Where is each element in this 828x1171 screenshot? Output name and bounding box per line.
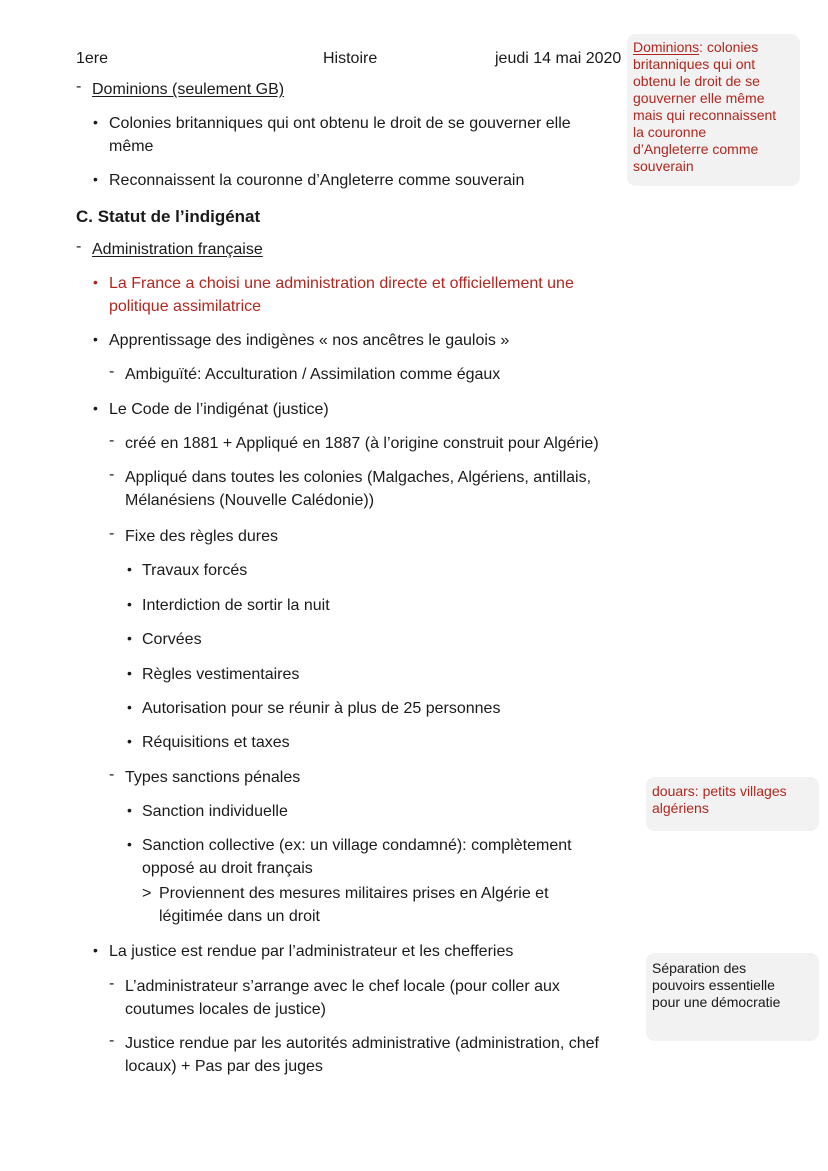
regle-item: Interdiction de sortir la nuit: [142, 597, 330, 614]
dominions-b2: Reconnaissent la couronne d’Angleterre comme souverain: [109, 172, 525, 189]
note-text: britanniques qui ont: [633, 56, 756, 72]
cree-item: créé en 1881 + Appliqué en 1887 (à l’origine construit pour Algérie): [125, 435, 599, 452]
proviennent-line2: légitimée dans un droit: [159, 908, 320, 925]
header-level: 1ere: [76, 50, 109, 67]
note-term: Dominions: [633, 39, 700, 55]
fixe-regles-item: Fixe des règles dures: [125, 528, 278, 545]
dash-marker: -: [109, 766, 115, 783]
header-date: jeudi 14 mai 2020: [495, 50, 622, 67]
note-text: la couronne: [633, 124, 707, 140]
types-sanctions-item: Types sanctions pénales: [125, 769, 301, 786]
bullet-marker: •: [127, 665, 132, 681]
applique-line2: Mélanésiens (Nouvelle Calédonie)): [125, 492, 375, 509]
bullet-marker: •: [127, 836, 132, 852]
applique-line1: Appliqué dans toutes les colonies (Malgaches, Algériens, antillais,: [125, 469, 592, 486]
admin-francaise-title: Administration française: [92, 241, 263, 258]
section-c-title: C. Statut de l’indigénat: [76, 207, 261, 226]
header-subject: Histoire: [323, 50, 378, 67]
bullet-marker: •: [93, 400, 98, 416]
note-text: d’Angleterre comme: [633, 141, 759, 157]
dash-marker: -: [109, 975, 115, 992]
margin-note-separation: [646, 953, 819, 1041]
dominions-title: Dominions (seulement GB): [92, 81, 285, 98]
dominions-b1-line2: même: [109, 138, 154, 155]
bullet-marker: •: [127, 733, 132, 749]
regle-item: Corvées: [142, 631, 202, 648]
ambiguite-item: Ambiguïté: Acculturation / Assimilation comme égaux: [125, 366, 501, 383]
dash-marker: -: [109, 1032, 115, 1049]
regle-item: Réquisitions et taxes: [142, 734, 290, 751]
sanction-individuelle-item: Sanction individuelle: [142, 803, 288, 820]
note-text: pouvoirs essentielle: [652, 977, 775, 993]
margin-note-dominions: [627, 34, 800, 186]
dominions-b1-line1: Colonies britanniques qui ont obtenu le droit de se gouverner elle: [109, 115, 571, 132]
bullet-marker: •: [127, 802, 132, 818]
justice-rendue-line2: locaux) + Pas par des juges: [125, 1058, 323, 1075]
note-text: souverain: [633, 158, 694, 174]
dash-marker: -: [109, 466, 115, 483]
code-indigenat-item: Le Code de l’indigénat (justice): [109, 401, 329, 418]
regle-item: Règles vestimentaires: [142, 666, 300, 683]
bullet-marker: •: [93, 114, 98, 130]
dash-marker: -: [109, 525, 115, 542]
dash-marker: -: [76, 78, 82, 95]
bullet-marker: •: [93, 274, 98, 290]
note-text: mais qui reconnaissent: [633, 107, 777, 123]
note-text: : colonies: [699, 39, 759, 55]
bullet-marker: •: [127, 561, 132, 577]
note-text: algériens: [652, 800, 709, 816]
apprentissage-item: Apprentissage des indigènes « nos ancêtres le gaulois »: [109, 332, 510, 349]
red-statement-line1: La France a choisi une administration directe et officiellement une: [109, 275, 574, 292]
bullet-marker: •: [93, 171, 98, 187]
note-text: douars: petits villages: [652, 783, 787, 799]
bullet-marker: •: [127, 699, 132, 715]
bullet-marker: •: [127, 630, 132, 646]
note-text: pour une démocratie: [652, 994, 781, 1010]
regle-item: Autorisation pour se réunir à plus de 25 personnes: [142, 700, 501, 717]
margin-note-douars: [646, 777, 819, 831]
bullet-marker: •: [127, 596, 132, 612]
dash-marker: -: [76, 238, 82, 255]
note-text: obtenu le droit de se: [633, 73, 760, 89]
dash-marker: -: [109, 363, 115, 380]
dash-marker: -: [109, 432, 115, 449]
sanction-collective-line1: Sanction collective (ex: un village condamné): complètement: [142, 837, 572, 854]
bullet-marker: •: [93, 331, 98, 347]
bullet-marker: •: [93, 942, 98, 958]
sanction-collective-line2: opposé au droit français: [142, 860, 313, 877]
admin-arrange-line1: L’administrateur s’arrange avec le chef locale (pour coller aux: [125, 978, 560, 995]
arrow-marker: >: [142, 885, 152, 902]
admin-arrange-line2: coutumes locales de justice): [125, 1001, 326, 1018]
note-text: Séparation des: [652, 960, 747, 976]
justice-item: La justice est rendue par l’administrateur et les chefferies: [109, 943, 514, 960]
justice-rendue-line1: Justice rendue par les autorités administrative (administration, chef: [125, 1035, 599, 1052]
red-statement-line2: politique assimilatrice: [109, 298, 262, 315]
proviennent-line1: Proviennent des mesures militaires prises en Algérie et: [159, 885, 549, 902]
note-text: gouverner elle même: [633, 90, 765, 106]
regle-item: Travaux forcés: [142, 562, 248, 579]
